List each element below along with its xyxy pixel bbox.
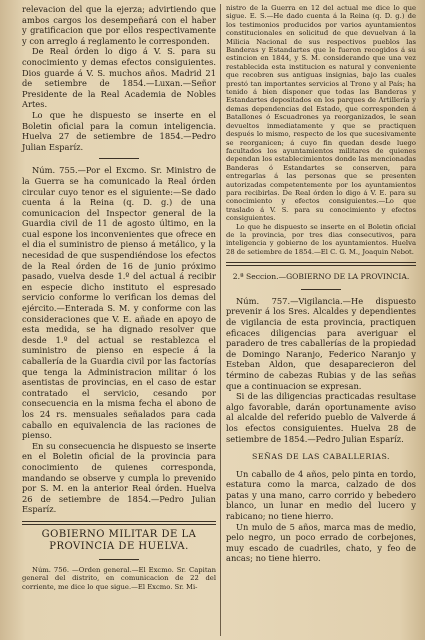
paragraph-dispuesto-nebot: Lo que he dispuesto se inserte en el Boletin oficial de la provincia, por tres dias consecutivos, para inteligencia y gobierno de los ayuntamientos. Huelva 28 de setiembre de 1854.—El C. G. M., Joaquin Nebot.: [226, 222, 416, 256]
paragraph-caballo: Un caballo de 4 años, pelo pinta en tordo, estatura como la marca, calzado de dos patas y una mano, carro corrido y bebedero blanco, un lunar en medio del lucero y rabicano; no tiene hierro.: [226, 468, 416, 522]
right-column: [226, 4, 416, 640]
paragraph-num-755: Núm. 755.—Por el Excmo. Sr. Ministro de la Guerra se ha comunicado la Real órden circular cuyo tenor es el siguiente:—Se dado cuenta á la Reina (q. D. g.) de una comunicacion del Inspector general de la Guardia civil de 11 de agosto último, en la cual espone los inconvenientes que ofrece en el dia el suministro de pienso á metálico, y la necesidad de que suspendiéndose los efectos de la Real órden de 16 de junio próximo pasado, vuelva desde 1.º del actual á recibir en especie dicho instituto el espresado servicio conforme lo verifican los demas del ejército.—Enterada S. M. y conforme con las consideraciones que V. E. añade en apoyo de esta medida, se ha dignado resolver que desde 1.º del actual se restablezca el suministro de pienso en especie á la caballería de la Guardia civil por las factorías que tenga la Administracion militar ó los asentistas de provincias, en el caso de estar contratado el servicio, cesando por consecuencia en la misma fecha el abono de los 24 rs. mensuales señalados para cada caballo en equivalencia de las raciones de pienso.: [22, 165, 216, 441]
separator-rule: [301, 289, 341, 290]
heading-gobierno-militar: GOBIERNO MILITAR DE LA PROVINCIA DE HUELVA.: [41, 528, 197, 552]
paragraph-num-757: Núm. 757.—Vigilancia.—He dispuesto prevenir á los Sres. Alcaldes y dependientes de vigilancia de esta provincia, practiquen eficaces diligencias para averiguar el paradero de tres caballerías de la propiedad de Domingo Naranjo, Federico Naranjo y Esteban Aldon, que desaparecieron del término de cabezas Rubias y de las señas que a continuacion se expresan.: [226, 295, 416, 391]
paragraph-banderas: nistro de la Guerra en 12 del actual me dice lo que sigue. E. S.—He dado cuenta á la Reina (q. D. g.) de los testimonios producidos por varios ayuntamientos constitucionales en solicitud de que devuelvan á la Milicia Nacional de sus respectivos pueblos las Banderas y Estandartes que le fueron recogidos á su estincion en 1844, y S. M. considerando que una vez restablecida esta institucion es natural y conveniente que recobren sus antiguas insignias, bajo las cuales prestó tan importantes servicios al Trono y al País; ha tenido á bien disponer que todas las Banderas y Estandartes depositados en los parques de Artillería y demas dependencias del Estado, que corresponden á Batallones ó Escuadrones ya reorganizados, le sean devueltos inmediatamente y que se practiquen después lo mismo, respecto de los que sucesivamente se reorganicen; á cuyo fin quedan desde luego facultados los ayuntamientos militares de quienes dependan los establecimientos donde las mencionadas Banderas ó Estandartes se conserven, para entregarlas á las personas que se presenten autorizadas competentemente por los ayuntamientos para recibirlas. De Real órden lo digo á V. E. para su conocimiento y efectos consiguientes.—Lo que traslado á V. S. para su conocimiento y efectos consiguientes.: [226, 4, 416, 223]
heading-seccion-gobierno: 2.ª Seccion.—GOBIERNO DE LA PROVINCIA.: [232, 272, 410, 282]
section-divider: [22, 521, 216, 525]
paragraph-mulo: Un mulo de 5 años, marca mas de medio, pelo negro, un poco errado de corbejones, muy escado de cuadriles, chato, y feo de ancas; no tiene hierro.: [226, 521, 416, 564]
separator-rule: [99, 158, 139, 159]
paragraph-real-orden: De Real órden lo digo á V. S. para su conocimiento y demas efectos consiguientes. Dios guarde á V. S. muchos años. Madrid 21 de setiembre de 1854.—Luxan.—Señor Presidente de la Real Academia de Nobles Artes.: [22, 46, 216, 110]
paragraph-num-756: Núm. 756. —Orden general.—El Excmo. Sr. Capitan general del distrito, en comunicacion de 22 del corriente, me dice lo que sigue.—El Excmo. Sr. Mi-: [22, 565, 216, 591]
separator-rule: [99, 559, 139, 560]
paragraph-dispuesto-1: Lo que he dispuesto se inserte en el Boletin oficial para la comun inteligencia. Huelva 27 de setiembre de 1854.—Pedro Julian Esparíz.: [22, 109, 216, 152]
paragraph-consecuencia: En su consecuencia he dispuesto se inserte en el Boletin oficial de la provincia para conocimiento de quienes corresponda, mandando se observe y cumpla lo prevenido por S. M. en la anterior Real órden. Huelva 26 de setiembre de 1854.—Pedro Julian Esparíz.: [22, 440, 216, 515]
column-rule: [220, 4, 221, 636]
paragraph-relevacion: relevacion del que la ejerza; advirtiendo que ambos cargos los desempeñará con el haber y gratificacion que por ellos respectivamente y con arreglo á reglamento le corresponden.: [22, 4, 216, 46]
paragraph-diligencias: Si de las diligencias practicadas resultase algo favorable, darán oportunamente aviso al alcalde del referido pueblo de Valverde á los efectos consiguientes. Huelva 28 de setiembre de 1854.—Pedro Julian Esparíz.: [226, 391, 416, 444]
section-divider: [226, 262, 416, 266]
heading-senas: SEÑAS DE LAS CABALLERIAS.: [252, 452, 390, 462]
left-column: [22, 4, 216, 640]
